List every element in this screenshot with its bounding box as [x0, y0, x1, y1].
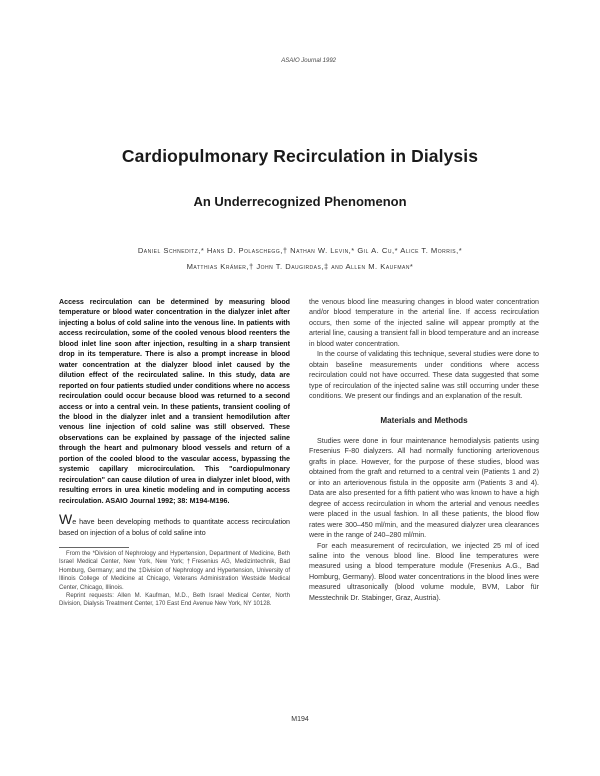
left-column — [59, 297, 290, 609]
author-line: Matthias Krämer,† John T. Daugirdas,‡ and Allen M. Kaufman* — [186, 262, 414, 271]
footnotes — [59, 550, 290, 609]
author-list — [64, 243, 536, 275]
footnote-divider — [59, 547, 129, 548]
reprint-footnote: Reprint requests: Allen M. Kaufman, M.D., Beth Israel Medical Center, North Division, Dialysis Treatment Center, 170 East End Avenue New York, NY 10128. — [59, 593, 290, 608]
article-subtitle: An Underrecognized Phenomenon — [193, 194, 407, 209]
paragraph: the venous blood line measuring changes in blood water concentration and/or blood temperature in the arterial line. If access recirculation occurs, then some of the injected saline will appear promptly at the arterial line, causing a transient fall in blood temperature and an increase in blood water concentration. — [309, 298, 539, 348]
affiliation-footnote: From the *Division of Nephrology and Hypertension, Department of Medicine, Beth Israel Medical Center, New York, New York; †Fresenius AG, Medizintechnik, Bad Homburg, Germany; and the ‡Division of Nephrology and Hypertension, University of Illinois College of Medicine at Chicago, Veterans Administration Westside Medical Center, Chicago, Illinois. — [59, 550, 290, 591]
introduction-paragraph — [59, 511, 290, 538]
paragraph: For each measurement of recirculation, we injected 25 ml of iced saline into the venous blood line. Blood line temperatures were measured using a blood temperature module (Fresenius A.G., Bad Homburg, Germany). Blood water concentrations in the blood lines were measured ultrasonically (blood volume module, BVM, Labor für Messtechnik Dr. Stabinger, Graz, Austria). — [309, 541, 539, 602]
page-number: M194 — [291, 716, 309, 723]
right-column — [309, 297, 539, 603]
introduction-text: e have been developing methods to quantitate access recirculation based on injection of a bolus of cold saline into — [59, 518, 290, 537]
paragraph: In the course of validating this technique, several studies were done to obtain baseline measurements under conditions where access recirculation could not have occurred. These data suggested that some type of recirculation of the injected saline was still occurring under these conditions. We present our findings and an explanation of the result. — [309, 350, 539, 401]
section-heading: Materials and Methods — [380, 415, 468, 425]
drop-cap: W — [59, 511, 73, 528]
journal-header: ASAIO Journal 1992 — [281, 58, 336, 64]
abstract: Access recirculation can be determined by measuring blood temperature or blood water concentration in the dialyzer inlet after injecting a bolus of cold saline into the venous line. In patients with access recirculation, some of the cooled venous blood reenters the blood inlet line soon after injection, resulting in a sharp transient drop in its temperature. There is also a prompt increase in blood water concentration at the dialyzer blood inlet caused by the dilution effect of the recirculated saline. In this study, data are reported on four patients studied under conditions where no access recirculation could occur because blood was returned to a second access or into a central vein. In these patients, transient cooling of the blood in the dialyzer inlet and a transient hemodilution after venous line injection of cold saline was still observed. These observations can be explained by passage of the injected saline through the heart and pulmonary blood vessels and return of a portion of the cooled blood to the vascular access, bypassing the systemic capillary microcirculation. This "cardiopulmonary recirculation" can cause dilution of urea in dialyzer inlet blood, with resulting errors in urea kinetic modeling and in computing access recirculation. ASAIO Journal 1992; 38: M194-M196. — [59, 298, 290, 505]
author-line: Daniel Schneditz,* Hans D. Polaschegg,† Nathan W. Levin,* Gil A. Cu,* Alice T. Morris,* — [137, 246, 463, 255]
paragraph: Studies were done in four maintenance hemodialysis patients using Fresenius F-80 dialyzers. All had normally functioning arteriovenous grafts in place. However, for the purpose of these studies, blood was obtained from the graft and returned to a central vein (Patients 1 and 2) or into an arteriovenous fistula in the opposite arm (Patients 3 and 4). Data are also presented for a fifth patient who was known to have a high degree of access recirculation in whom the arterial and venous needles were placed in the usual fashion. In all these patients, the blood flow rates were 300–450 ml/min, and the measured dialyzer urea clearances were in the range of 240–280 ml/min. — [309, 436, 539, 540]
article-title: Cardiopulmonary Recirculation in Dialysis — [121, 146, 479, 166]
